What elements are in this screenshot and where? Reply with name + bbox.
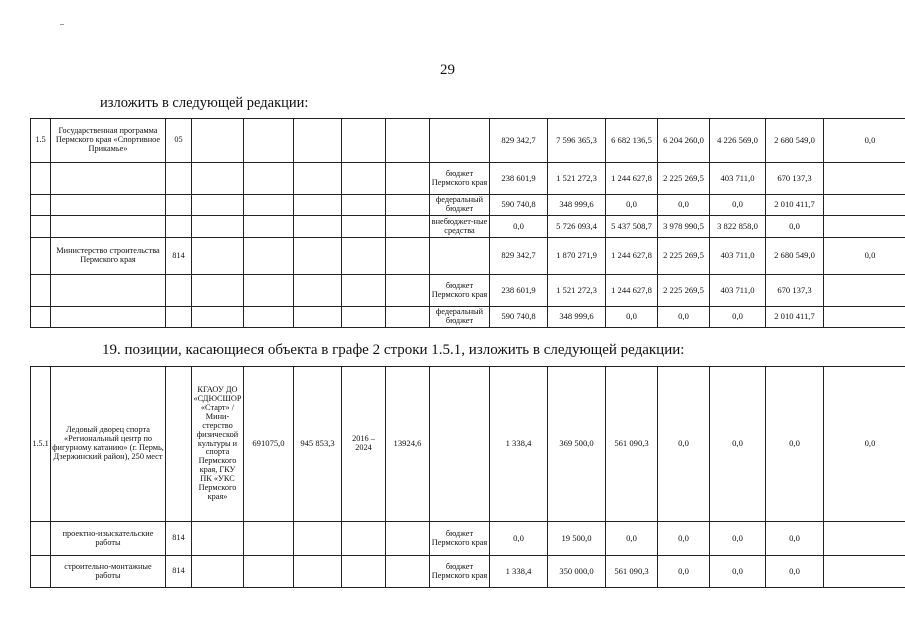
table-row — [31, 307, 905, 328]
value-cell: 670 137,3 — [766, 275, 824, 307]
value-cell: 561 090,3 — [606, 556, 658, 588]
value-cell: 0,0 — [710, 522, 766, 556]
value-cell: 561 090,3 — [606, 367, 658, 522]
value-cell: 238 601,9 — [490, 163, 548, 195]
value-cell: 829 342,7 — [490, 119, 548, 163]
value-cell: 0,0 — [606, 195, 658, 216]
value-cell: 2 225 269,5 — [658, 163, 710, 195]
funding-source: бюджет Пермского края — [430, 275, 490, 307]
value-cell: 19 500,0 — [548, 522, 606, 556]
value-cell: 3 822 858,0 — [710, 216, 766, 238]
value-cell: 0,0 — [766, 522, 824, 556]
value-cell: 5 726 093,4 — [548, 216, 606, 238]
value-cell: 0,0 — [658, 307, 710, 328]
funding-source: бюджет Пермского края — [430, 556, 490, 588]
value-cell: 1 338,4 — [490, 556, 548, 588]
table-row — [31, 195, 905, 216]
value-cell: 0,0 — [490, 216, 548, 238]
value-cell: 2 680 549,0 — [766, 238, 824, 275]
table-row — [31, 163, 905, 195]
value-cell: 1 244 627,8 — [606, 238, 658, 275]
object-name: Ледовый дворец спорта «Региональный центр по фигурному катанию» (г. Пермь, Дзержинский район), 250 мест — [51, 367, 166, 522]
section-heading: 19. позиции, касающиеся объекта в графе 2 строки 1.5.1, изложить в следующей редакции: — [102, 342, 685, 358]
value-cell: 0,0 — [824, 119, 905, 163]
value-cell: 0,0 — [606, 522, 658, 556]
value-cell: 7 596 365,3 — [548, 119, 606, 163]
value-cell: 2 680 549,0 — [766, 119, 824, 163]
value-cell: 0,0 — [824, 367, 905, 522]
table-row — [31, 275, 905, 307]
work-type: строительно-монтажные работы — [51, 556, 166, 588]
value-cell: 348 999,6 — [548, 195, 606, 216]
value-cell: 0,0 — [658, 522, 710, 556]
funding-source: федеральный бюджет — [430, 195, 490, 216]
value-cell: 0,0 — [824, 238, 905, 275]
value-cell: 5 437 508,7 — [606, 216, 658, 238]
row-number: 1.5.1 — [31, 367, 51, 522]
value-cell: 2 010 411,7 — [766, 307, 824, 328]
ministry-name: Министерство строительства Пермского края — [51, 238, 166, 275]
funding-source: внебюджет-ные средства — [430, 216, 490, 238]
value-cell: 1 870 271,9 — [548, 238, 606, 275]
value-cell: 238 601,9 — [490, 275, 548, 307]
funding-source: федеральный бюджет — [430, 307, 490, 328]
value-cell: 2 225 269,5 — [658, 238, 710, 275]
value-cell: 369 500,0 — [548, 367, 606, 522]
table-row — [31, 556, 905, 588]
value-cell: 1 521 272,3 — [548, 275, 606, 307]
value-cell: 0,0 — [710, 307, 766, 328]
value-cell: 590 740,8 — [490, 195, 548, 216]
funding-source: бюджет Пермского края — [430, 522, 490, 556]
customer-cell: КГАОУ ДО «СДЮСШОР «Старт» / Мини-стерство физической культуры и спорта Пермского края, ГКУ ПК «УКС Пермского края» — [192, 367, 244, 522]
value-cell: 0,0 — [606, 307, 658, 328]
value-cell: 13924,6 — [386, 367, 430, 522]
value-cell: 0,0 — [658, 367, 710, 522]
value-cell: 403 711,0 — [710, 163, 766, 195]
value-cell: 6 204 260,0 — [658, 119, 710, 163]
program-name: Государственная программа Пермского края «Спортивное Прикамье» — [51, 119, 166, 163]
value-cell: 2 225 269,5 — [658, 275, 710, 307]
table-row — [31, 367, 905, 522]
object-financing-table — [30, 366, 905, 588]
value-cell: 348 999,6 — [548, 307, 606, 328]
value-cell: 0,0 — [766, 216, 824, 238]
table-row — [31, 238, 905, 275]
table-row — [31, 216, 905, 238]
code-cell: 05 — [166, 119, 192, 163]
page-number: 29 — [440, 62, 455, 78]
period-cell: 2016 – 2024 — [342, 367, 386, 522]
value-cell: 0,0 — [766, 556, 824, 588]
value-cell: 1 244 627,8 — [606, 275, 658, 307]
value-cell: 403 711,0 — [710, 238, 766, 275]
funding-source: бюджет Пермского края — [430, 163, 490, 195]
scan-mark — [60, 24, 64, 25]
row-number: 1.5 — [31, 119, 51, 163]
table-row — [31, 522, 905, 556]
section-heading: изложить в следующей редакции: — [100, 95, 309, 111]
table-row — [31, 119, 905, 163]
value-cell: 1 521 272,3 — [548, 163, 606, 195]
value-cell: 350 000,0 — [548, 556, 606, 588]
code-cell: 814 — [166, 238, 192, 275]
value-cell: 0,0 — [658, 195, 710, 216]
value-cell: 4 226 569,0 — [710, 119, 766, 163]
code-cell: 814 — [166, 522, 192, 556]
code-cell: 814 — [166, 556, 192, 588]
value-cell: 0,0 — [710, 195, 766, 216]
value-cell: 0,0 — [490, 522, 548, 556]
value-cell: 590 740,8 — [490, 307, 548, 328]
value-cell: 829 342,7 — [490, 238, 548, 275]
value-cell: 691075,0 — [244, 367, 294, 522]
value-cell: 0,0 — [710, 367, 766, 522]
value-cell: 1 338,4 — [490, 367, 548, 522]
value-cell: 2 010 411,7 — [766, 195, 824, 216]
value-cell: 3 978 990,5 — [658, 216, 710, 238]
work-type: проектно-изыскательские работы — [51, 522, 166, 556]
value-cell: 1 244 627,8 — [606, 163, 658, 195]
value-cell: 0,0 — [658, 556, 710, 588]
value-cell: 6 682 136,5 — [606, 119, 658, 163]
value-cell: 945 853,3 — [294, 367, 342, 522]
value-cell: 403 711,0 — [710, 275, 766, 307]
value-cell: 670 137,3 — [766, 163, 824, 195]
value-cell: 0,0 — [710, 556, 766, 588]
value-cell: 0,0 — [766, 367, 824, 522]
program-financing-table — [30, 118, 905, 328]
